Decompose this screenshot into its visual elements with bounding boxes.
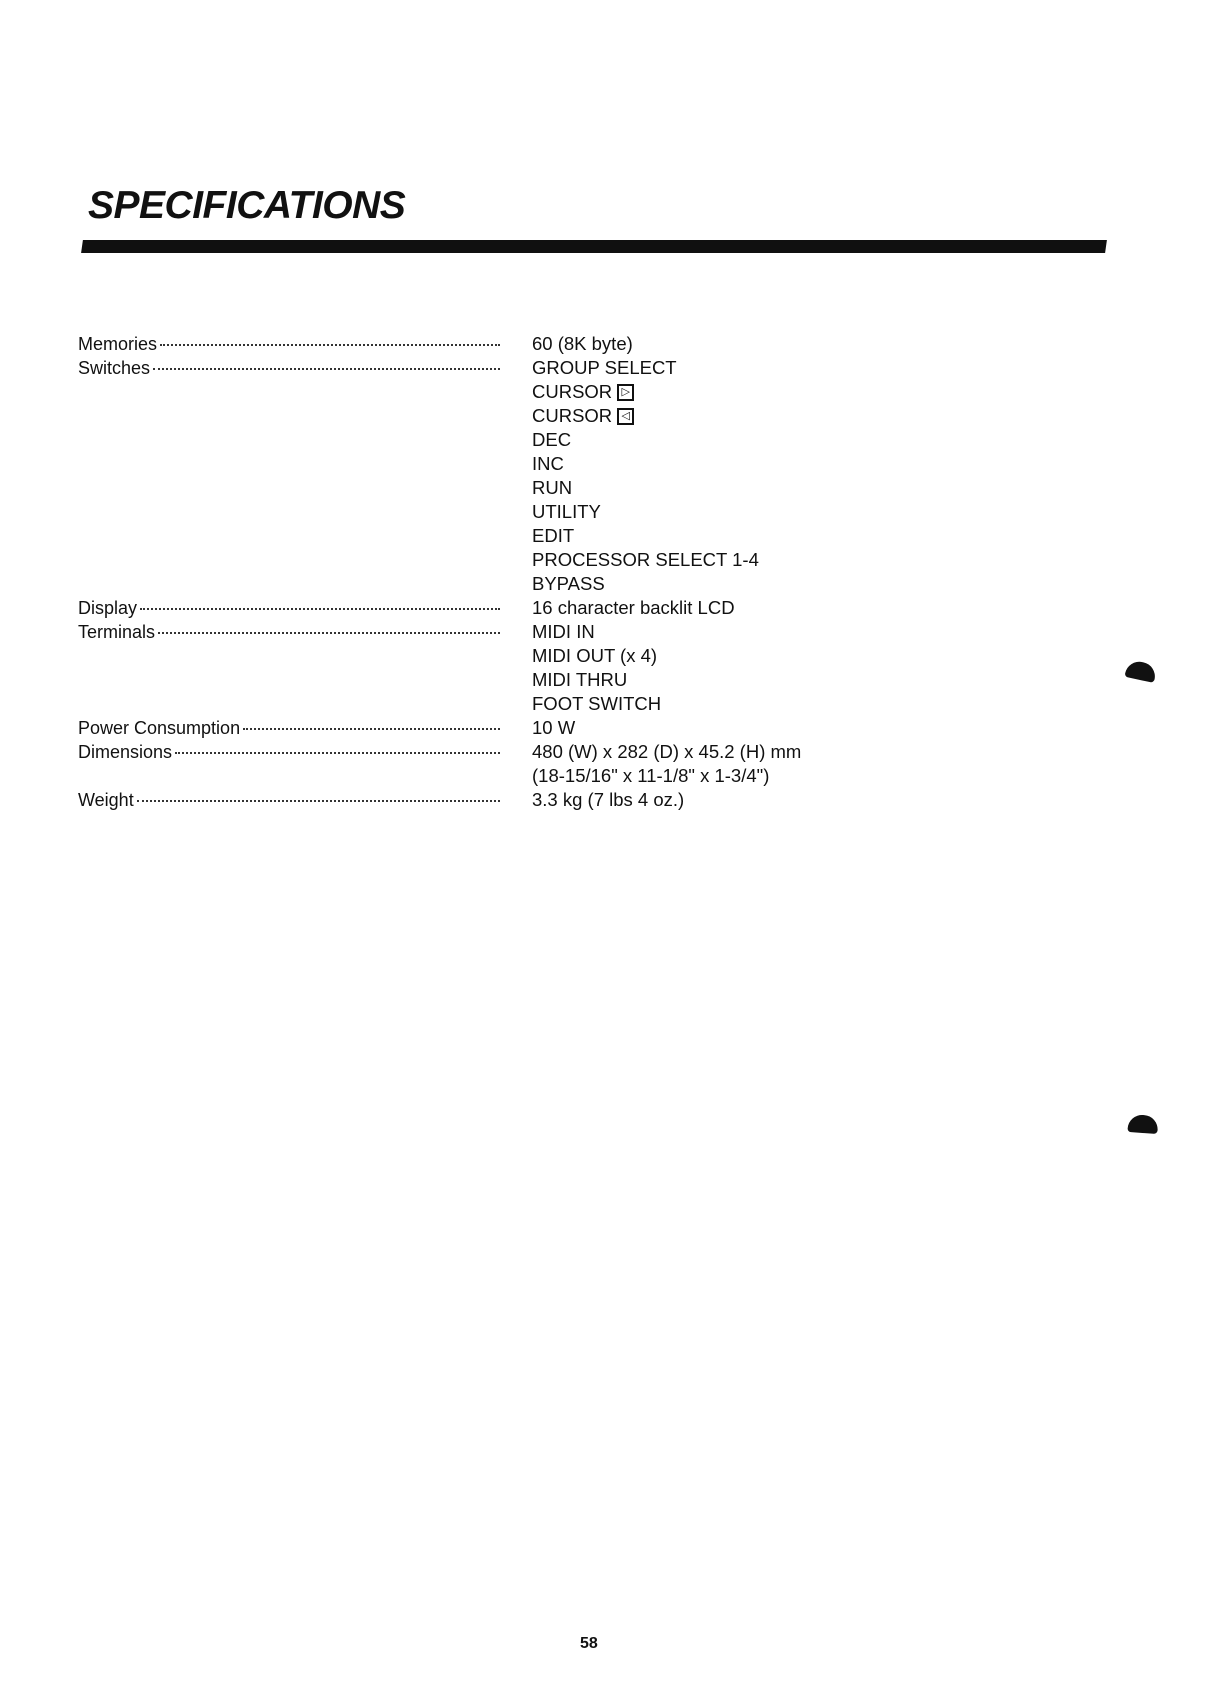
spec-value (532, 764, 801, 788)
spec-row (78, 332, 898, 356)
spec-value (532, 428, 759, 452)
title-rule (81, 240, 1107, 253)
spec-value (532, 620, 661, 644)
spec-value (532, 644, 661, 668)
spec-value (532, 500, 759, 524)
spec-value-text: MIDI THRU (532, 669, 628, 690)
spec-label-text: Dimensions (78, 742, 173, 762)
spec-label (78, 740, 500, 764)
spec-value-text: DEC (532, 429, 572, 450)
spec-value (532, 668, 661, 692)
spec-values (532, 716, 575, 740)
spec-label-text: Display (78, 598, 138, 618)
right-triangle-key-icon: ▷ (617, 384, 634, 401)
spec-values (532, 596, 735, 620)
spec-value-text: EDIT (532, 525, 575, 546)
spec-row (78, 620, 898, 716)
spec-label (78, 620, 500, 644)
spec-value-text: GROUP SELECT (532, 357, 677, 378)
spec-label-text: Memories (78, 334, 158, 354)
spec-row (78, 356, 898, 596)
spec-value (532, 788, 684, 812)
spec-value-text: CURSOR (532, 381, 613, 402)
spec-value-text: BYPASS (532, 573, 605, 594)
spec-value-text: 3.3 kg (7 lbs 4 oz.) (532, 789, 685, 810)
spec-value-text: INC (532, 453, 564, 474)
spec-value (532, 356, 759, 380)
spec-value-text: 16 character backlit LCD (532, 597, 735, 618)
dot-leader (158, 632, 500, 634)
spec-value-text: RUN (532, 477, 573, 498)
spec-label (78, 356, 500, 380)
spec-value-text: (18-15/16" x 11-1/8" x 1-3/4") (532, 765, 770, 786)
spec-label (78, 332, 500, 356)
punch-hole-mark (1124, 659, 1157, 683)
specifications-table (78, 332, 898, 812)
spec-values (532, 332, 633, 356)
spec-value-text: PROCESSOR SELECT 1-4 (532, 549, 759, 570)
dot-leader (153, 368, 500, 370)
spec-value (532, 692, 661, 716)
spec-value (532, 572, 759, 596)
dot-leader (160, 344, 500, 346)
spec-values (532, 788, 684, 812)
spec-values (532, 356, 759, 596)
spec-value (532, 524, 759, 548)
spec-value (532, 332, 633, 356)
dot-leader (140, 608, 500, 610)
spec-row (78, 596, 898, 620)
dot-leader (137, 800, 500, 802)
spec-value-text: 60 (8K byte) (532, 333, 633, 354)
spec-label (78, 788, 500, 812)
spec-row (78, 716, 898, 740)
spec-value-text: FOOT SWITCH (532, 693, 662, 714)
dot-leader (243, 728, 500, 730)
dot-leader (175, 752, 500, 754)
spec-value (532, 716, 575, 740)
spec-value (532, 476, 759, 500)
spec-value (532, 404, 759, 428)
spec-value (532, 548, 759, 572)
spec-label-text: Weight (78, 790, 134, 810)
spec-value-text: 480 (W) x 282 (D) x 45.2 (H) mm (532, 741, 802, 762)
spec-values (532, 620, 661, 716)
spec-row (78, 740, 898, 788)
spec-label-text: Power Consumption (78, 718, 241, 738)
spec-values (532, 740, 801, 788)
spec-row (78, 788, 898, 812)
spec-value-text: UTILITY (532, 501, 601, 522)
spec-value-text: MIDI OUT (x 4) (532, 645, 658, 666)
page-number: 58 (580, 1635, 598, 1652)
spec-label (78, 716, 500, 740)
spec-value (532, 380, 759, 404)
spec-value (532, 596, 735, 620)
punch-hole-mark (1127, 1114, 1158, 1134)
page-title: SPECIFICATIONS (88, 184, 406, 227)
spec-value-text: MIDI IN (532, 621, 595, 642)
left-triangle-key-icon: ◁ (617, 408, 634, 425)
spec-value-text: CURSOR (532, 405, 613, 426)
spec-value (532, 452, 759, 476)
spec-label-text: Switches (78, 358, 151, 378)
spec-value-text: 10 W (532, 717, 576, 738)
spec-label (78, 596, 500, 620)
spec-label-text: Terminals (78, 622, 156, 642)
spec-value (532, 740, 801, 764)
